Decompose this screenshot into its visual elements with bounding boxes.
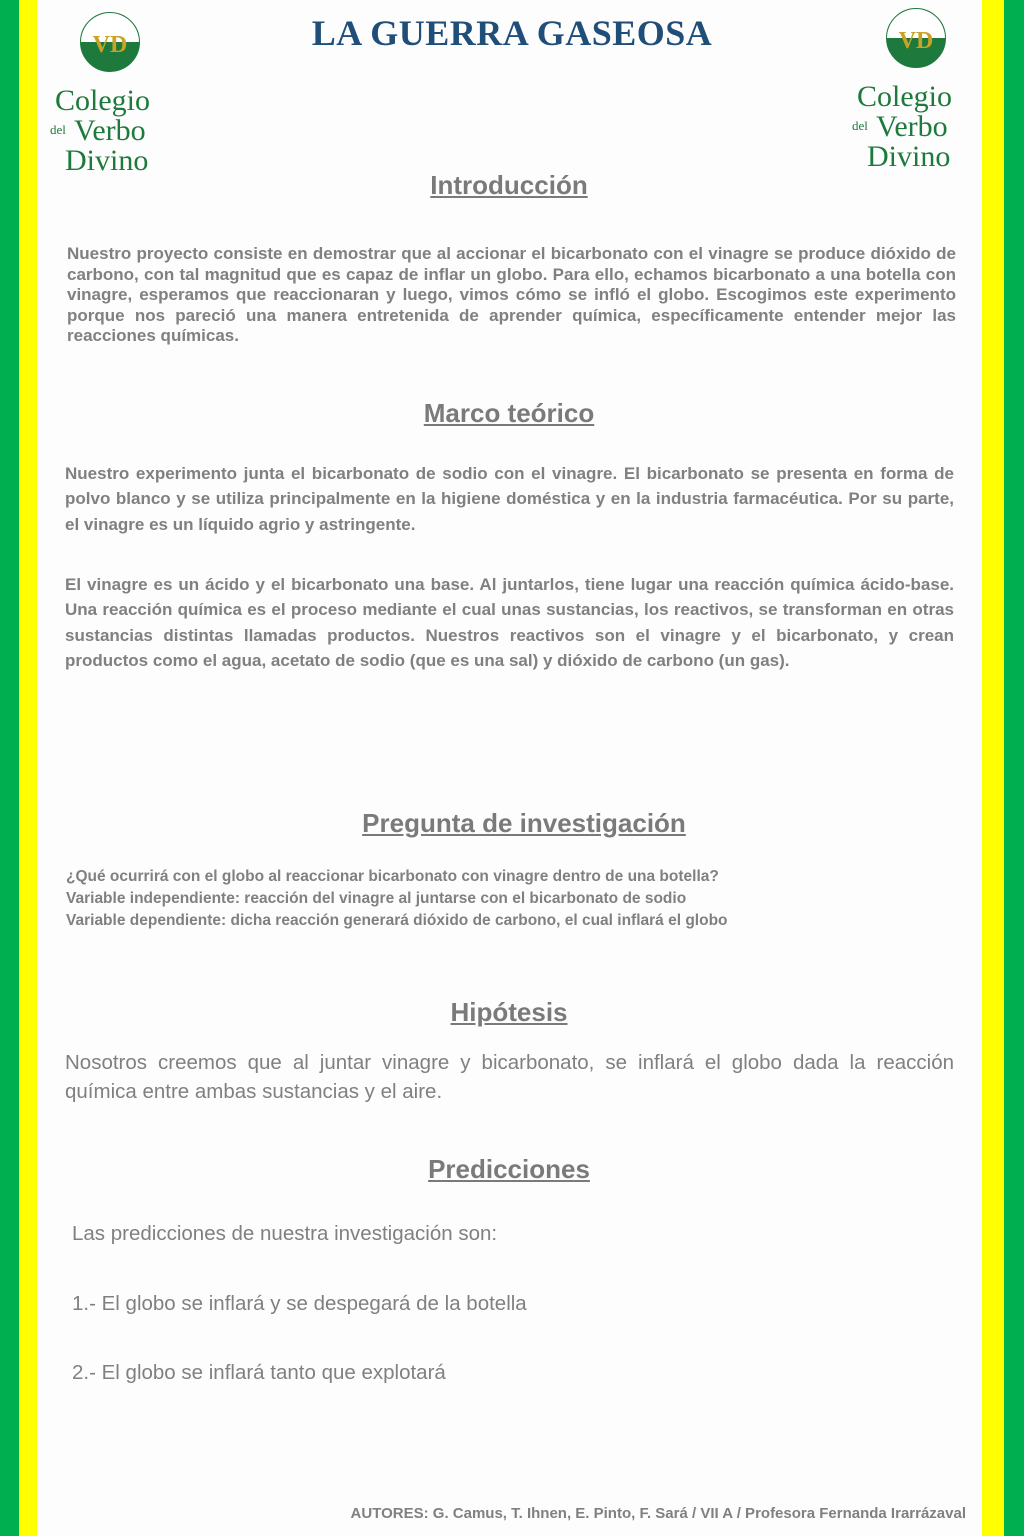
marco-paragraph-1: Nuestro experimento junta el bicarbonato de sodio con el vinagre. El bicarbonato se presenta en forma de polvo blanco y se utiliza principalmente en la higiene doméstica y en la industria farmacéutica. Por su parte, el vinagre es un líquido agrio y astringente. (65, 464, 954, 534)
school-logo-left (50, 10, 170, 180)
left-yellow-stripe (19, 0, 37, 1536)
marco-heading: Marco teórico (423, 398, 595, 428)
intro-heading: Introducción (430, 170, 588, 200)
logo-monogram: VD (898, 28, 934, 54)
predicciones-heading: Predicciones (428, 1154, 590, 1184)
logo-monogram: VD (92, 32, 128, 58)
logo-line2-prefix: del (50, 122, 66, 137)
pregunta-independent-variable: Variable independiente: reacción del vinagre al juntarse con el bicarbonato de sodio (66, 890, 687, 907)
prediction-item-1: 1.- El globo se inflará y se despegará de la botella (72, 1292, 527, 1315)
logo-line2-prefix: del (852, 118, 868, 133)
logo-line3: Divino (65, 144, 149, 177)
right-yellow-stripe (982, 0, 1004, 1536)
authors-footer: AUTORES: G. Camus, T. Ihnen, E. Pinto, F. Sará / VII A / Profesora Fernanda Irarrázaval (350, 1505, 966, 1522)
logo-line2: Verbo (74, 114, 146, 147)
right-green-stripe (1004, 0, 1024, 1536)
hipotesis-heading: Hipótesis (450, 997, 568, 1027)
pregunta-question: ¿Qué ocurrirá con el globo al reaccionar bicarbonato con vinagre dentro de una botella? (66, 868, 719, 885)
logo-line1: Colegio (55, 84, 150, 117)
intro-text: Nuestro proyecto consiste en demostrar que al accionar el bicarbonato con el vinagre se produce dióxido de carbono, con tal magnitud que es capaz de inflar un globo. Para ello, echamos bicarbonato a una botella con vinagre, esperamos que reaccionaran y luego, vimos cómo se infló el globo. Escogimos este experimento porque nos pareció una manera entretenida de aprender química, específicamente entender mejor las reacciones químicas. (67, 244, 956, 345)
hipotesis-text: Nosotros creemos que al juntar vinagre y bicarbonato, se inflará el globo dada la reacción química entre ambas sustancias y el aire. (65, 1051, 954, 1103)
logo-line1: Colegio (857, 80, 952, 113)
school-logo-right (852, 6, 972, 176)
pregunta-dependent-variable: Variable dependiente: dicha reacción generará dióxido de carbono, el cual inflará el globo (66, 912, 728, 929)
logo-line3: Divino (867, 140, 951, 173)
prediction-item-2: 2.- El globo se inflará tanto que explotará (72, 1361, 446, 1384)
marco-paragraph-2: El vinagre es un ácido y el bicarbonato una base. Al juntarlos, tiene lugar una reacción química ácido-base. Una reacción química es el proceso mediante el cual unas sustancias, los reactivos, se transforman en otras sustancias distintas llamadas productos. Nuestros reactivos son el vinagre y el bicarbonato, y crean productos como el agua, acetato de sodio (que es una sal) y dióxido de carbono (un gas). (65, 575, 954, 670)
left-green-stripe (0, 0, 19, 1536)
pregunta-heading: Pregunta de investigación (362, 808, 686, 838)
predicciones-intro: Las predicciones de nuestra investigación son: (72, 1222, 498, 1245)
logo-line2: Verbo (876, 110, 948, 143)
page-title: LA GUERRA GASEOSA (311, 13, 713, 53)
